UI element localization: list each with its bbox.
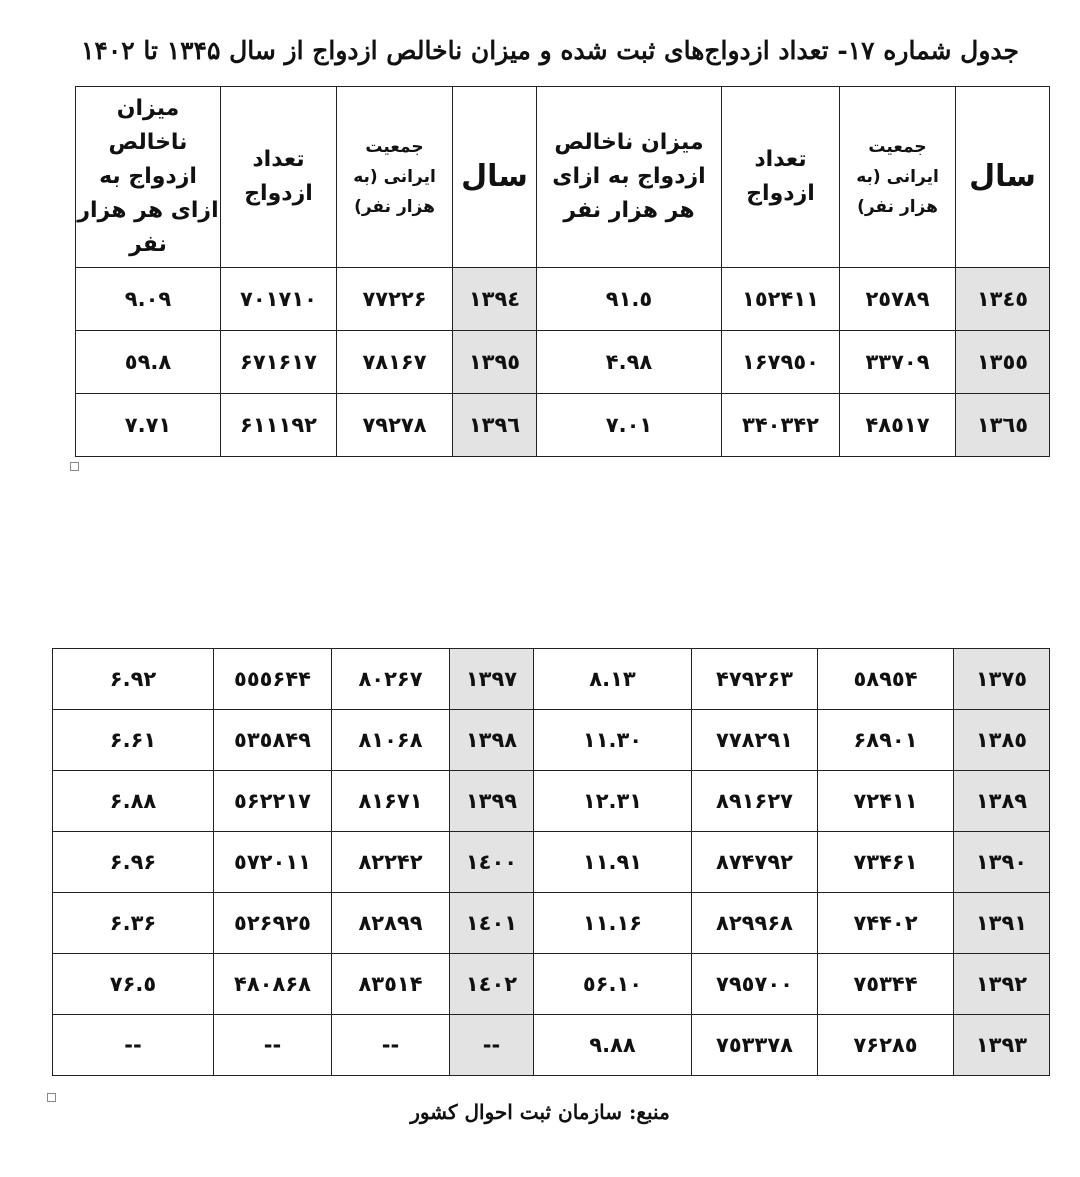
- population-cell: ۶۸۹۰۱: [818, 710, 954, 771]
- table-body-top: [76, 268, 1050, 457]
- year-cell: ۱۳۹۲: [954, 954, 1050, 1015]
- population-cell: ۷۶۲۸٥: [818, 1015, 954, 1076]
- marriages-cell: ۱٥۲۴۱۱: [722, 268, 840, 331]
- table-row: [76, 331, 1050, 394]
- year-cell: ۱۳۹۷: [450, 649, 534, 710]
- marriages-cell: ۸۹۱۶۲۷: [692, 771, 818, 832]
- marriages-cell: ۷۹٥۷۰۰: [692, 954, 818, 1015]
- year-cell: ۱۳۹٤: [453, 268, 537, 331]
- rate-cell: ۷.۰۱: [537, 394, 722, 457]
- rate-cell: ۱۱.۹۱: [534, 832, 692, 893]
- year-cell: ۱۳۹۳: [954, 1015, 1050, 1076]
- year-cell: ۱٤۰۱: [450, 893, 534, 954]
- rate-cell: ۶.۹۲: [53, 649, 214, 710]
- marriages-cell: ٥۶۲۲۱۷: [214, 771, 332, 832]
- marriages-cell: ٥۳٥۸۴۹: [214, 710, 332, 771]
- rate-cell: ٥.۷۶: [53, 954, 214, 1015]
- rate-cell: ۶.۹۶: [53, 832, 214, 893]
- table-row: [53, 954, 1050, 1015]
- table-row: [53, 1015, 1050, 1076]
- header-rate: میزان ناخالص ازدواج به ازای هر هزار نفر: [76, 87, 221, 268]
- header-rate: میزان ناخالص ازدواج به ازای هر هزار نفر: [537, 87, 722, 268]
- table-body-bottom: [53, 649, 1050, 1076]
- marriages-cell: ۷٥۳۳۷۸: [692, 1015, 818, 1076]
- population-cell: ۲٥۷۸۹: [840, 268, 956, 331]
- rate-cell: ۶.۳۶: [53, 893, 214, 954]
- rate-cell: ۱۱.۱۶: [534, 893, 692, 954]
- year-cell: ۱۳۹۸: [450, 710, 534, 771]
- population-cell: ۸۲۲۴۲: [332, 832, 450, 893]
- population-cell: ۳۳۷۰۹: [840, 331, 956, 394]
- rate-cell: --: [53, 1015, 214, 1076]
- marriages-cell: ۷۷۸۲۹۱: [692, 710, 818, 771]
- rate-cell: ۱۱.۳۰: [534, 710, 692, 771]
- table-handle: [70, 462, 79, 471]
- marriages-cell: ٥۲۶۹۲٥: [214, 893, 332, 954]
- table-row: [53, 649, 1050, 710]
- population-cell: ۸۳٥۱۴: [332, 954, 450, 1015]
- rate-cell: ۹.۰۹: [76, 268, 221, 331]
- table-row: [53, 771, 1050, 832]
- population-cell: ۷۲۴۱۱: [818, 771, 954, 832]
- source-note: منبع: سازمان ثبت احوال کشور: [410, 1100, 670, 1124]
- header-marriages: تعداد ازدواج: [722, 87, 840, 268]
- population-cell: ۷۸۱۶۷: [337, 331, 453, 394]
- marriages-cell: ۴۷۹۲۶۳: [692, 649, 818, 710]
- marriages-cell: ٥۷۲۰۱۱: [214, 832, 332, 893]
- rate-cell: ۶.۸۸: [53, 771, 214, 832]
- header-marriages: تعداد ازدواج: [221, 87, 337, 268]
- table-row: [53, 710, 1050, 771]
- year-cell: ۱۳٤٥: [956, 268, 1050, 331]
- population-cell: ۷٥۳۴۴: [818, 954, 954, 1015]
- table-row: [53, 832, 1050, 893]
- table-row: [53, 893, 1050, 954]
- year-cell: ۱٤۰۲: [450, 954, 534, 1015]
- population-cell: ۸۰۲۶۷: [332, 649, 450, 710]
- rate-cell: ۸.٥۹: [76, 331, 221, 394]
- marriages-cell: ٥٥٥۶۴۴: [214, 649, 332, 710]
- rate-cell: ۴.۹۸: [537, 331, 722, 394]
- marriages-cell: --: [214, 1015, 332, 1076]
- marriages-cell: ۱۶۷۹٥۰: [722, 331, 840, 394]
- year-cell: ۱۳۹۰: [954, 832, 1050, 893]
- population-cell: ۸۲۸۹۹: [332, 893, 450, 954]
- rate-cell: ۱۲.۳۱: [534, 771, 692, 832]
- header-year: سال: [956, 87, 1050, 268]
- population-cell: ۴۸٥۱۷: [840, 394, 956, 457]
- year-cell: ۱۳۷٥: [954, 649, 1050, 710]
- year-cell: ۱۳۸۹: [954, 771, 1050, 832]
- marriages-cell: ۶۱۱۱۹۲: [221, 394, 337, 457]
- header-year: سال: [453, 87, 537, 268]
- year-cell: ۱۳٥٥: [956, 331, 1050, 394]
- rate-cell: ۸.۱۳: [534, 649, 692, 710]
- rate-cell: ۶.۶۱: [53, 710, 214, 771]
- rate-cell: ۷.۷۱: [76, 394, 221, 457]
- population-cell: --: [332, 1015, 450, 1076]
- rate-cell: ۱۰.٥۶: [534, 954, 692, 1015]
- marriages-cell: ۳۴۰۳۴۲: [722, 394, 840, 457]
- year-cell: ۱۳۹٦: [453, 394, 537, 457]
- year-cell: ۱۳۹۱: [954, 893, 1050, 954]
- header-population: جمعیت ایرانی (به هزار نفر): [337, 87, 453, 268]
- marriages-cell: ۴۸۰۸۶۸: [214, 954, 332, 1015]
- population-cell: ۷۳۴۶۱: [818, 832, 954, 893]
- population-cell: ۷۴۴۰۲: [818, 893, 954, 954]
- rate-cell: ۹.۸۸: [534, 1015, 692, 1076]
- year-cell: --: [450, 1015, 534, 1076]
- marriages-cell: ۷۰۱۷۱۰: [221, 268, 337, 331]
- year-cell: ۱۳۸٥: [954, 710, 1050, 771]
- page-title: جدول شماره ۱۷- تعداد ازدواج‌های ثبت شده و میزان ناخالص ازدواج از سال ۱۳۴۵ تا ۱۴۰۲: [81, 36, 1019, 65]
- year-cell: ۱۳۹٥: [453, 331, 537, 394]
- marriages-cell: ۸۷۴۷۹۲: [692, 832, 818, 893]
- marriage-table-top: [75, 86, 1050, 457]
- header-population: جمعیت ایرانی (به هزار نفر): [840, 87, 956, 268]
- population-cell: ٥۸۹٥۴: [818, 649, 954, 710]
- rate-cell: ٥.۹۱: [537, 268, 722, 331]
- year-cell: ۱۳۹۹: [450, 771, 534, 832]
- population-cell: ۷۷۲۲۶: [337, 268, 453, 331]
- table-row: [76, 268, 1050, 331]
- table-row: [76, 394, 1050, 457]
- marriages-cell: ۸۲۹۹۶۸: [692, 893, 818, 954]
- population-cell: ۷۹۲۷۸: [337, 394, 453, 457]
- year-cell: ۱۳٦٥: [956, 394, 1050, 457]
- population-cell: ۸۱۰۶۸: [332, 710, 450, 771]
- population-cell: ۸۱۶۷۱: [332, 771, 450, 832]
- marriages-cell: ۶۷۱۶۱۷: [221, 331, 337, 394]
- marriage-table-bottom: [52, 648, 1050, 1076]
- year-cell: ۱٤۰۰: [450, 832, 534, 893]
- table-header-row: [76, 87, 1050, 268]
